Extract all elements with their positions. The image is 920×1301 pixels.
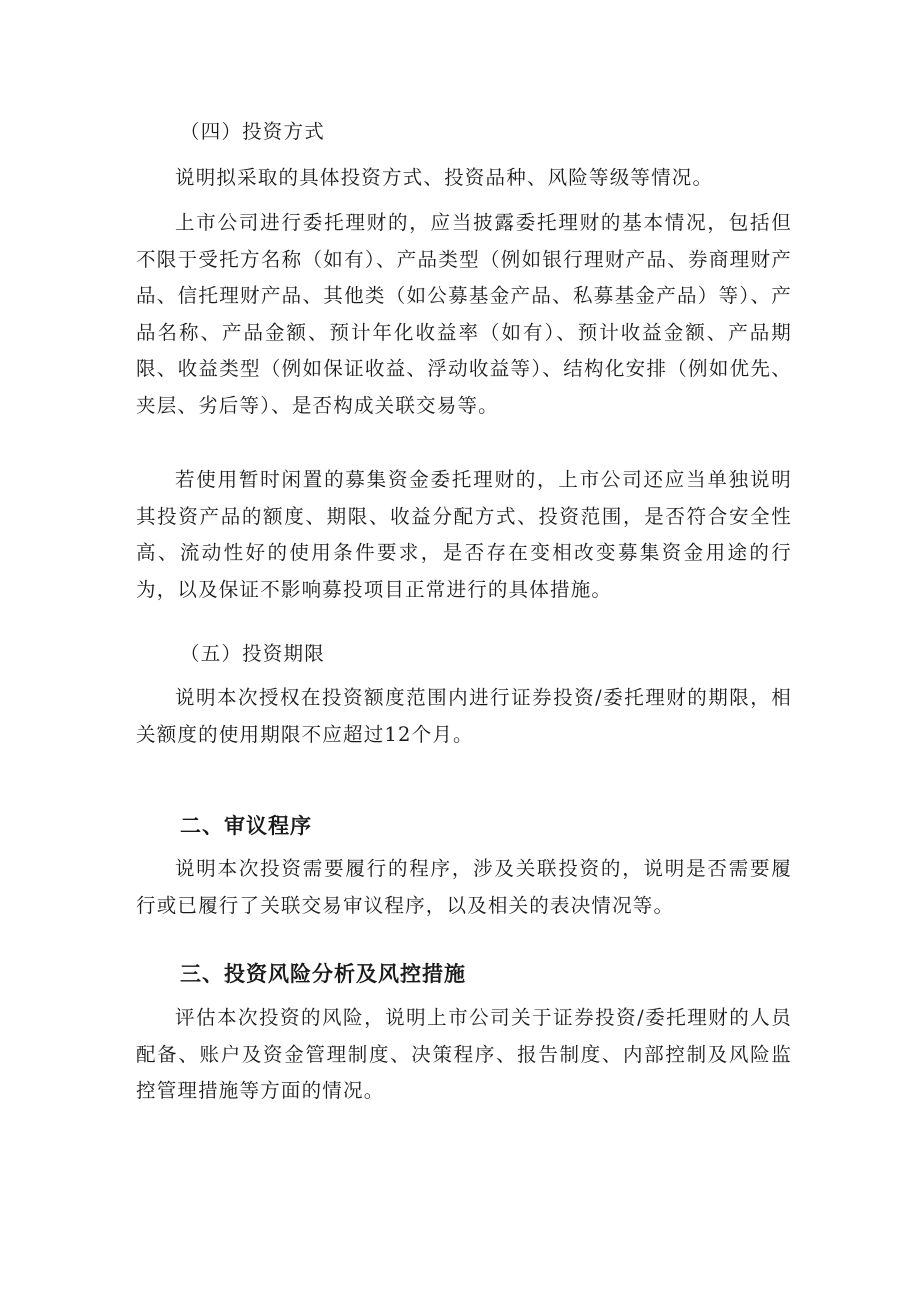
paragraph-risk-analysis: 评估本次投资的风险，说明上市公司关于证券投资/委托理财的人员配备、账户及资金管理制度、决策程序、报告制度、内部控制及风险监控管理措施等方面的情况。 bbox=[136, 1006, 792, 1102]
paragraph-review-procedure: 说明本次投资需要履行的程序，涉及关联投资的，说明是否需要履行或已履行了关联交易审议程序，以及相关的表决情况等。 bbox=[136, 857, 792, 917]
section-heading-risk-analysis: 三、投资风险分析及风控措施 bbox=[180, 962, 466, 986]
paragraph-investment-method-intro: 说明拟采取的具体投资方式、投资品种、风险等级等情况。 bbox=[175, 166, 714, 189]
section-heading-review-procedure: 二、审议程序 bbox=[180, 814, 312, 838]
paragraph-entrusted-wealth-management: 上市公司进行委托理财的，应当披露委托理财的基本情况，包括但不限于受托方名称（如有）、产品类型（例如银行理财产品、券商理财产品、信托理财产品、其他类（如公募基金产品、私募基金产品）等）、产品名称、产品金额、预计年化收益率（如有）、预计收益金额、产品期限、收益类型（例如保证收益、浮动收益等）、结构化安排（例如优先、夹层、劣后等）、是否构成关联交易等。 bbox=[136, 211, 792, 417]
paragraph-investment-period: 说明本次授权在投资额度范围内进行证券投资/委托理财的期限，相关额度的使用期限不应超过12个月。 bbox=[136, 686, 792, 746]
subsection-heading-investment-method: （四）投资方式 bbox=[180, 120, 325, 143]
paragraph-idle-raised-funds: 若使用暂时闲置的募集资金委托理财的，上市公司还应当单独说明其投资产品的额度、期限、收益分配方式、投资范围，是否符合安全性高、流动性好的使用条件要求，是否存在变相改变募集资金用途的行为，以及保证不影响募投项目正常进行的具体措施。 bbox=[136, 468, 792, 601]
subsection-heading-investment-period: （五）投资期限 bbox=[180, 642, 325, 665]
